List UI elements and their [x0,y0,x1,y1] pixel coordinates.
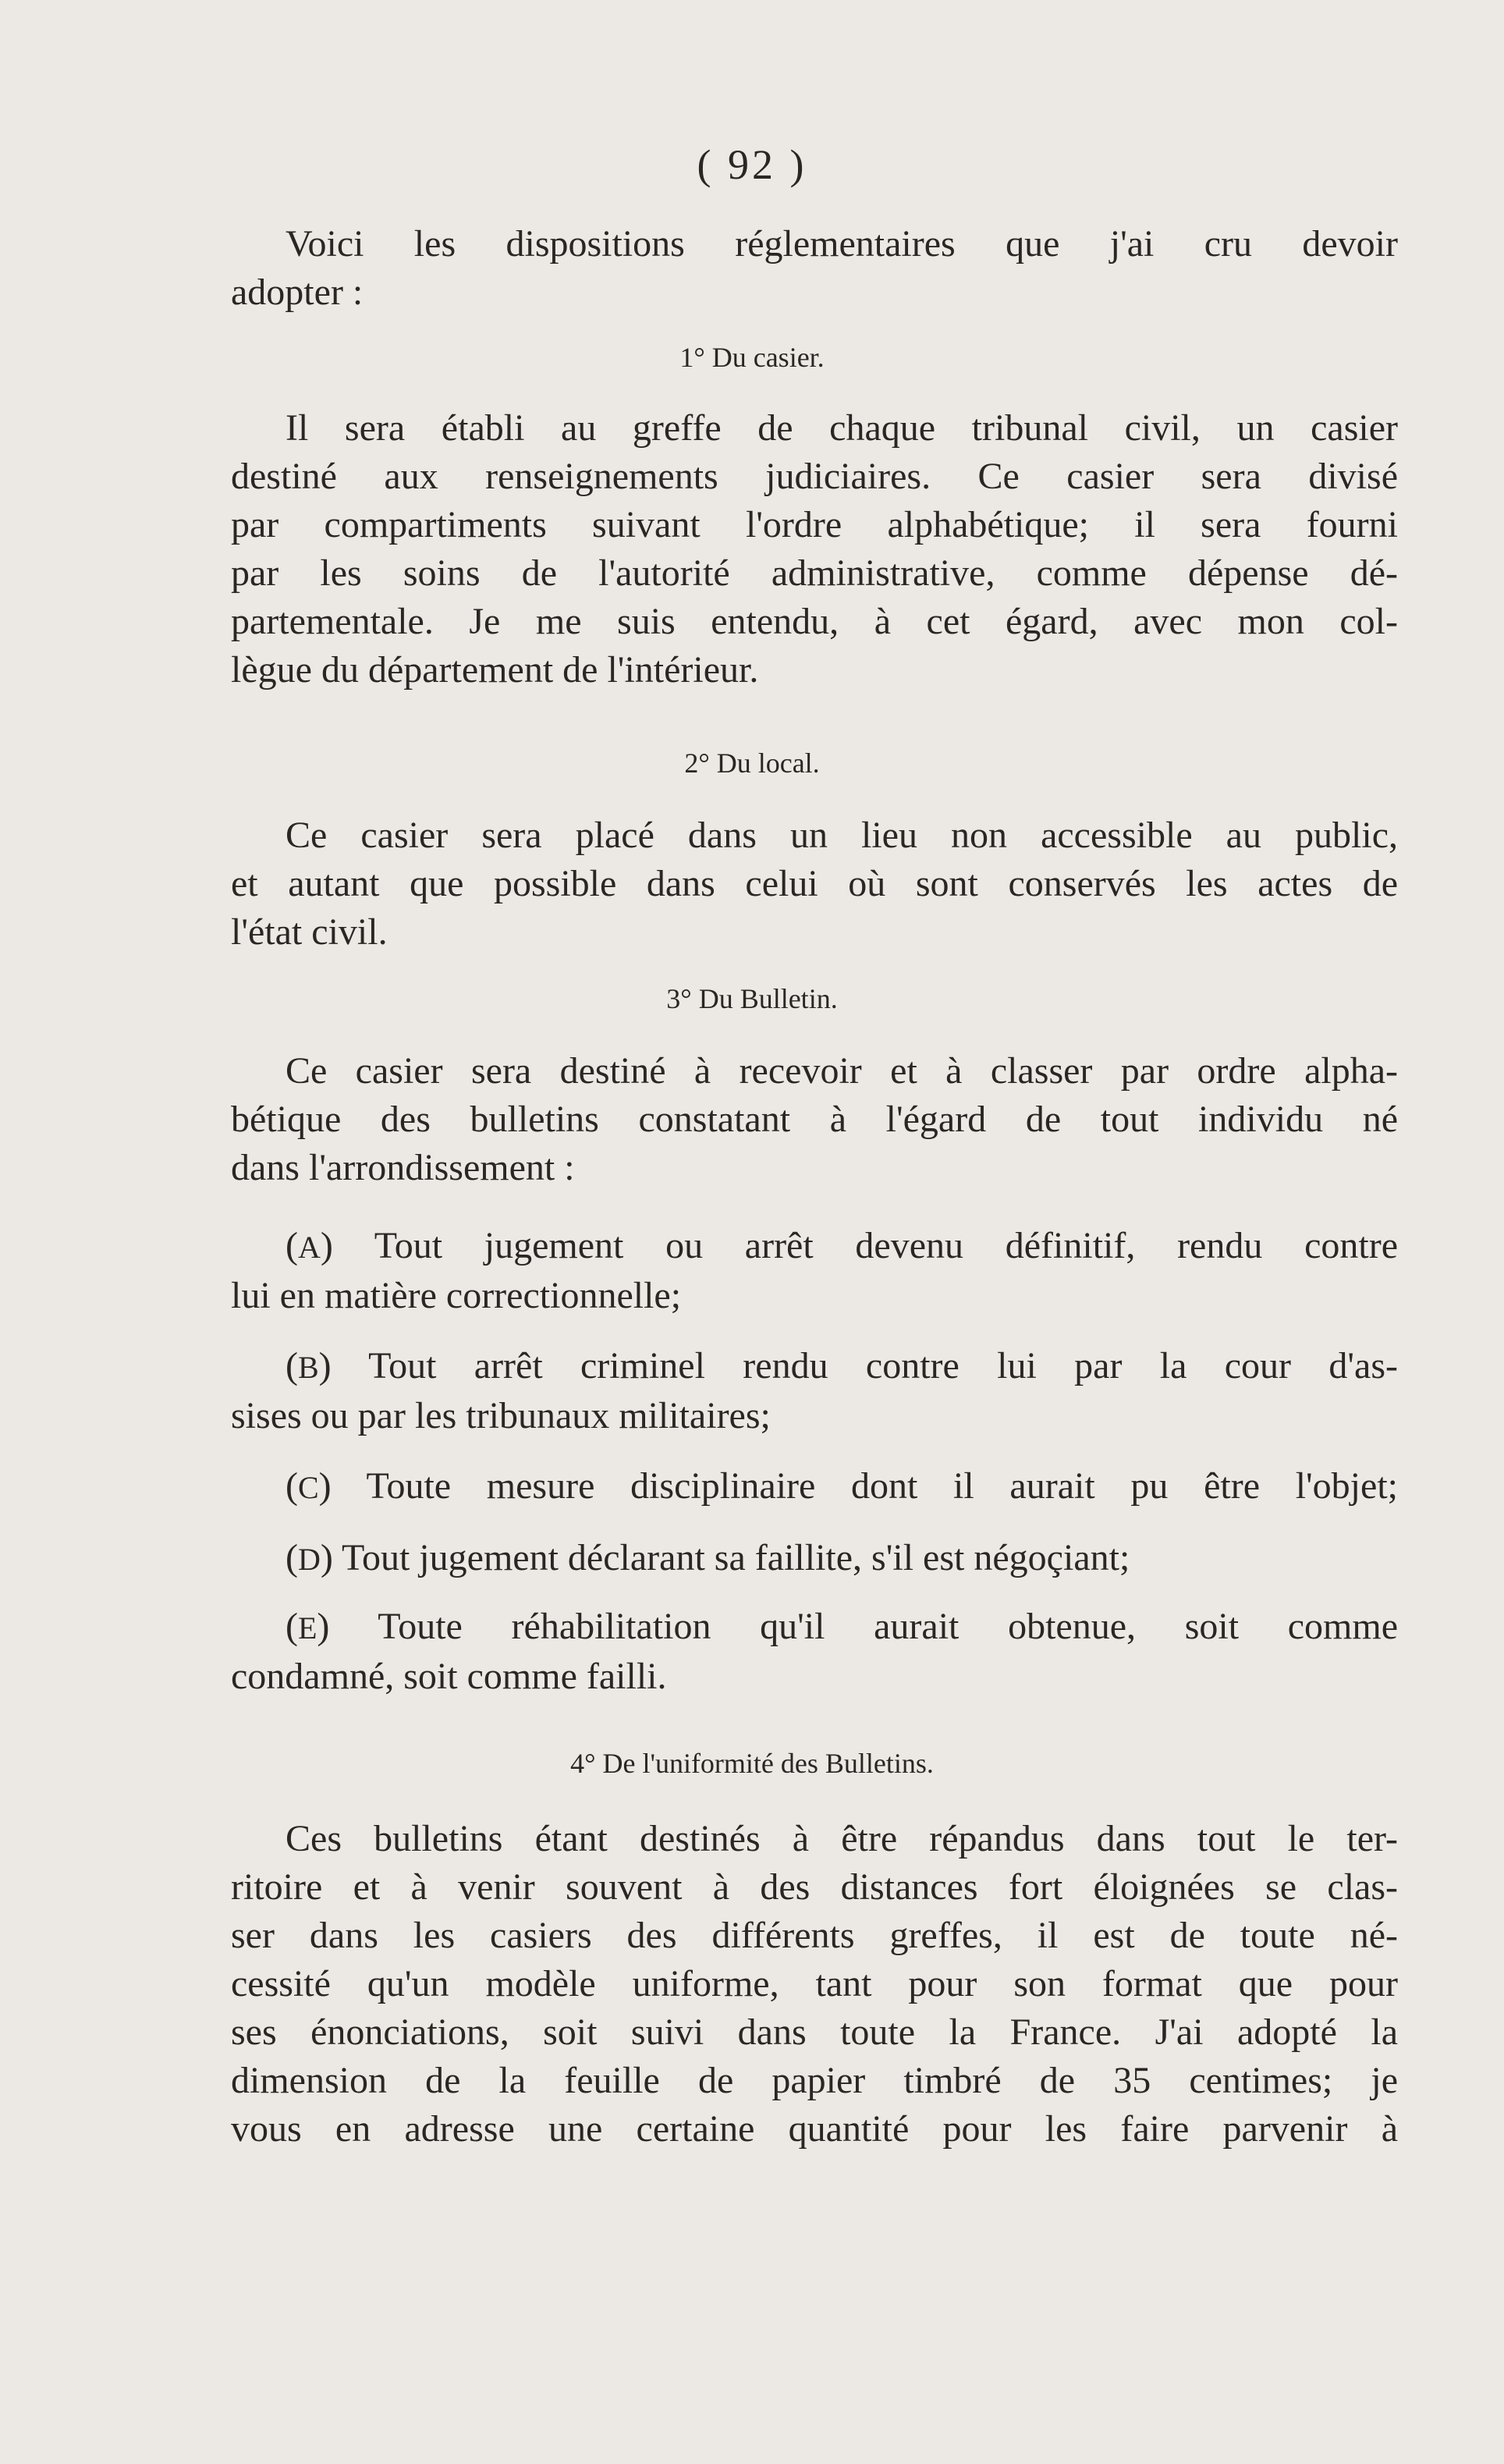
text-line: Ce casier sera placé dans un lieu non accessible au public, [286,815,1398,856]
text-line: destiné aux renseignements judiciaires. Ce casier sera divisé [231,456,1398,497]
page-number: ( 92 ) [697,141,807,188]
text-line: Ce casier sera destiné à recevoir et à classer par ordre alpha- [286,1050,1398,1092]
item-text: Toute réhabilitation qu'il aurait obtenue, soit comme [378,1606,1399,1647]
text-line: partementale. Je me suis entendu, à cet égard, avec mon col- [231,601,1398,642]
text-line: lègue du département de l'intérieur. [231,649,759,691]
text-line: et autant que possible dans celui où sont conservés les actes de [231,863,1398,904]
section-heading-local: 2° Du local. [684,747,820,779]
list-item-e [231,1603,1398,1701]
paragraph-casier [231,404,1398,694]
text-line: par compartiments suivant l'ordre alphabétique; il sera fourni [231,504,1398,545]
text-line: lui en matière correctionnelle; [231,1275,682,1316]
section-heading-uniformite: 4° De l'uniformité des Bulletins. [570,1748,934,1779]
text-line: Ces bulletins étant destinés à être répandus dans tout le ter- [286,1818,1398,1859]
item-text: Toute mesure disciplinaire dont il aurait pu être l'objet; [366,1465,1398,1507]
text-line: par les soins de l'autorité administrative, comme dépense dé- [231,552,1398,594]
text-line: Voici les dispositions réglementaires que j'ai cru devoir [286,223,1398,265]
item-letter: E [297,1610,317,1646]
text-line: dans l'arrondissement : [231,1147,575,1188]
text-line: condamné, soit comme failli. [231,1656,667,1697]
text-line: ses énonciations, soit suivi dans toute la France. J'ai adopté la [231,2011,1398,2053]
text-line: dimension de la feuille de papier timbré de 35 centimes; je [231,2060,1398,2101]
list-item-a [231,1222,1398,1320]
section-heading-bulletin: 3° Du Bulletin. [666,983,838,1014]
text-line: adopter : [231,272,364,313]
text-line: l'état civil. [231,911,388,953]
text-line: (E) Toute réhabilitation qu'il aurait obtenue, soit comme [286,1606,1399,1647]
paragraph-local [231,811,1398,957]
item-letter: C [297,1470,319,1505]
list-item-c [231,1462,1398,1512]
item-text: Tout arrêt criminel rendu contre lui par la cour d'as- [368,1345,1398,1386]
text-line: Il sera établi au greffe de chaque tribunal civil, un casier [286,407,1398,449]
item-text: Tout jugement déclarant sa faillite, s'il est négoçiant; [342,1537,1130,1578]
item-letter: A [297,1230,321,1265]
text-line: ritoire et à venir souvent à des distances fort éloignées se clas- [231,1866,1398,1908]
text-line: (C) Toute mesure disciplinaire dont il aurait pu être l'objet; [286,1465,1398,1507]
text-line: cessité qu'un modèle uniforme, tant pour son format que pour [231,1963,1398,2004]
section-heading-casier: 1° Du casier. [679,342,825,373]
paragraph-uniformite [231,1815,1398,2153]
text-line: (D) Tout jugement déclarant sa faillite, s'il est négoçiant; [286,1537,1130,1578]
text-line: bétique des bulletins constatant à l'égard de tout individu né [231,1099,1398,1140]
text-line: sises ou par les tribunaux militaires; [231,1395,771,1436]
list-item-b [231,1342,1398,1440]
item-letter: D [297,1542,321,1577]
text-line: (B) Tout arrêt criminel rendu contre lui par la cour d'as- [286,1345,1398,1386]
intro-paragraph [231,220,1398,317]
paragraph-bulletin [231,1047,1398,1192]
item-letter: B [297,1350,319,1385]
list-item-d [231,1534,1398,1584]
text-line: (A) Tout jugement ou arrêt devenu définitif, rendu contre [286,1225,1399,1266]
text-line: ser dans les casiers des différents greffes, il est de toute né- [231,1915,1398,1956]
item-text: Tout jugement ou arrêt devenu définitif, rendu contre [374,1225,1399,1266]
text-line: vous en adresse une certaine quantité pour les faire parvenir à [231,2108,1398,2150]
